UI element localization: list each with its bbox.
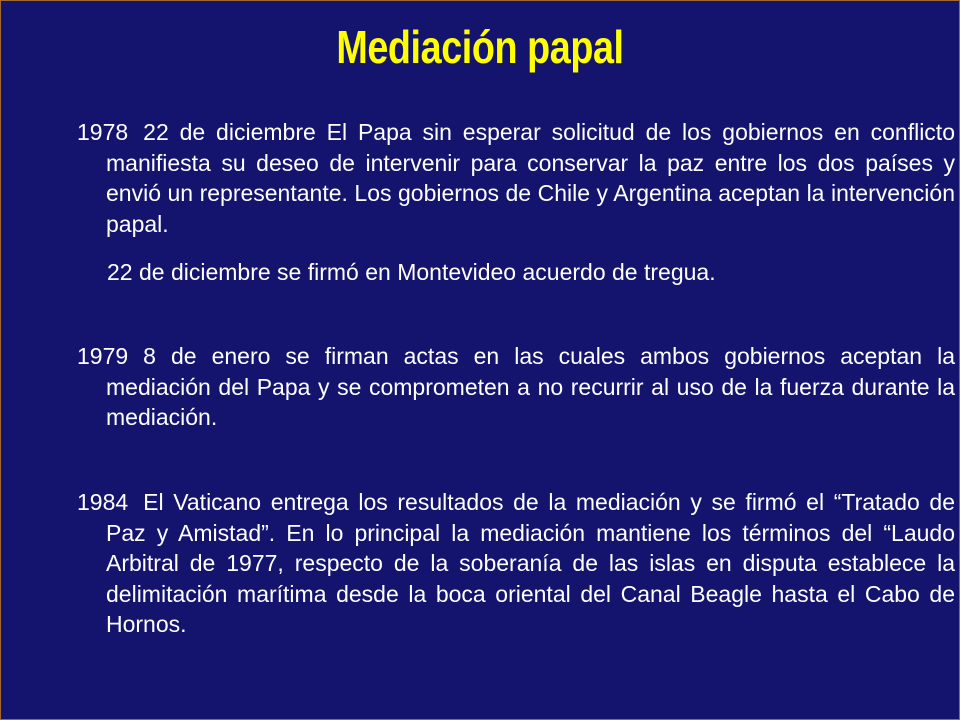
entry-text: 22 de diciembre El Papa sin esperar solicitud de los gobiernos en conflicto manifiesta su deseo de intervenir para conservar la paz entre los dos países y envió un representante. Los gobiernos de Chile y Argentina aceptan la intervención papal. [106, 119, 955, 237]
entry-text: 8 de enero se firman actas en las cuales ambos gobiernos aceptan la mediación del Papa y se comprometen a no recurrir al uso de la fuerza durante la mediación. [106, 343, 955, 430]
entry-text: 22 de diciembre se firmó en Montevideo acuerdo de tregua. [107, 259, 716, 285]
entry-1979 [77, 341, 955, 433]
entry-1978 [77, 117, 955, 239]
entry-1984 [77, 487, 955, 640]
entry-year: 1978 [77, 119, 129, 145]
entry-text: El Vaticano entrega los resultados de la mediación y se firmó el “Tratado de Paz y Amistad”. En lo principal la mediación mantiene los términos del “Laudo Arbitral de 1977, respecto de la soberanía de las islas en disputa establece la delimitación marítima desde la boca oriental del Canal Beagle hasta el Cabo de Hornos. [106, 489, 955, 637]
entry-year: 1979 [77, 343, 129, 369]
slide-title: Mediación papal [336, 21, 624, 73]
entry-tregua [77, 257, 955, 288]
entry-year: 1984 [77, 489, 129, 515]
